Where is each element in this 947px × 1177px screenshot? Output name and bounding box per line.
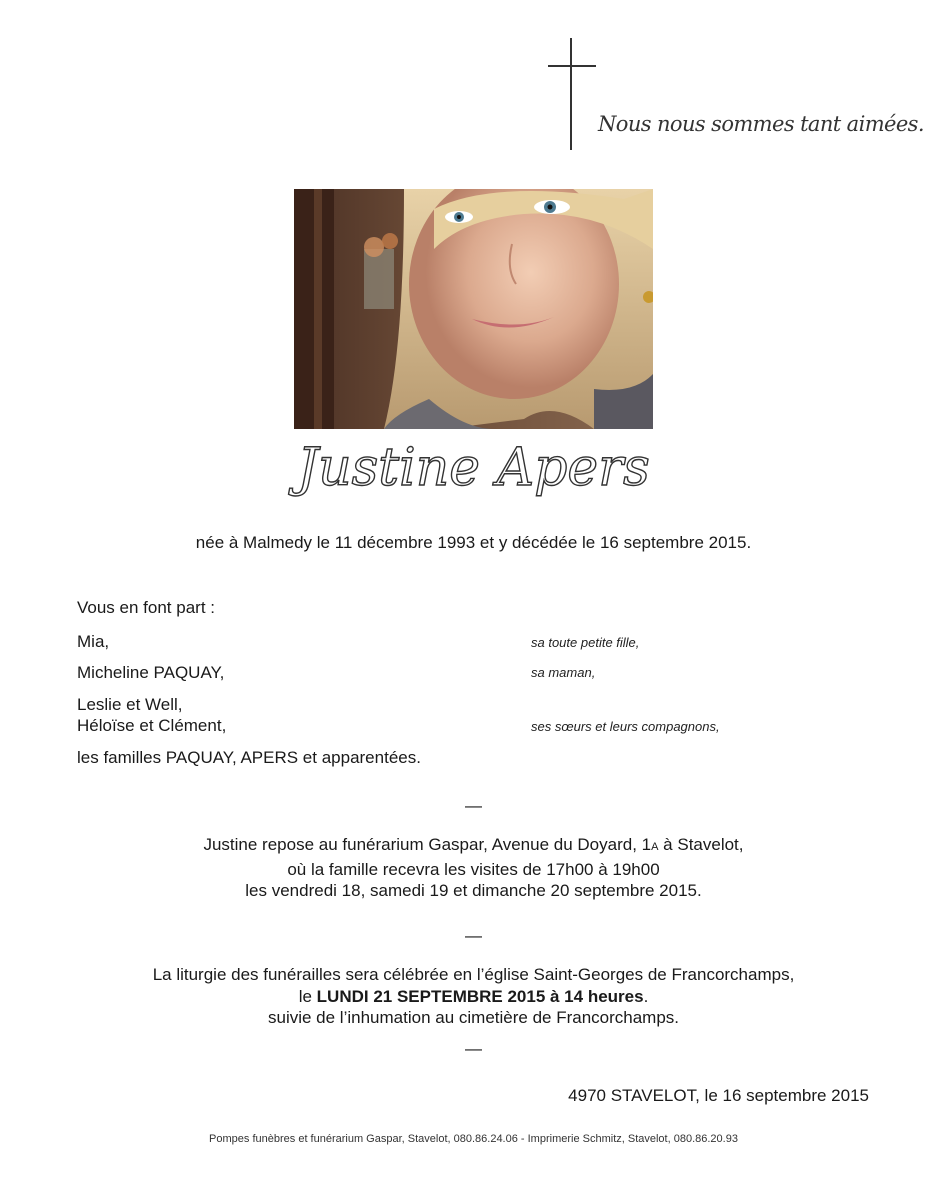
family-name-heloise: Héloïse et Clément, xyxy=(77,716,227,735)
place-date: 4970 STAVELOT, le 16 septembre 2015 xyxy=(568,1086,869,1105)
family-relation-mia: sa toute petite fille, xyxy=(531,635,640,650)
separator: — xyxy=(465,926,482,945)
visitation-line-3: les vendredi 18, samedi 19 et dimanche 20 septembre 2015. xyxy=(245,881,702,900)
motto: Nous nous sommes tant aimées. xyxy=(598,112,924,136)
funeral-line-1: La liturgie des funérailles sera célébrée en l’église Saint-Georges de Francorchamps, xyxy=(152,965,795,984)
family-name-leslie: Leslie et Well, xyxy=(77,695,183,714)
separator: — xyxy=(465,1039,482,1058)
visitation-block xyxy=(0,834,947,902)
footer-printer: Pompes funèbres et funérarium Gaspar, Stavelot, 080.86.24.06 - Imprimerie Schmitz, Stavelot, 080.86.20.93 xyxy=(209,1133,738,1145)
visitation-line-2: où la famille recevra les visites de 17h00 à 19h00 xyxy=(287,859,660,879)
cross-icon-bar xyxy=(548,65,596,67)
funeral-block xyxy=(0,964,947,1029)
birth-death-line: née à Malmedy le 11 décembre 1993 et y décédée le 16 septembre 2015. xyxy=(195,533,752,552)
visitation-line-1: Justine repose au funérarium Gaspar, Avenue du Doyard, 1A à Stavelot, xyxy=(203,835,744,854)
cross-icon xyxy=(570,38,572,150)
announce-label: Vous en font part : xyxy=(77,598,215,617)
family-relation-sisters: ses sœurs et leurs compagnons, xyxy=(531,719,720,734)
family-name-families: les familles PAQUAY, APERS et apparentées. xyxy=(77,748,421,767)
funeral-line-3: suivie de l’inhumation au cimetière de Francorchamps. xyxy=(267,1008,680,1027)
funeral-line-2: le LUNDI 21 SEPTEMBRE 2015 à 14 heures. xyxy=(298,986,649,1006)
family-relation-micheline: sa maman, xyxy=(531,665,596,680)
portrait-photo xyxy=(294,189,653,429)
separator: — xyxy=(465,796,482,815)
deceased-name: Justine Apers xyxy=(297,438,650,498)
family-name-mia: Mia, xyxy=(77,632,110,651)
family-name-micheline: Micheline PAQUAY, xyxy=(77,663,225,682)
